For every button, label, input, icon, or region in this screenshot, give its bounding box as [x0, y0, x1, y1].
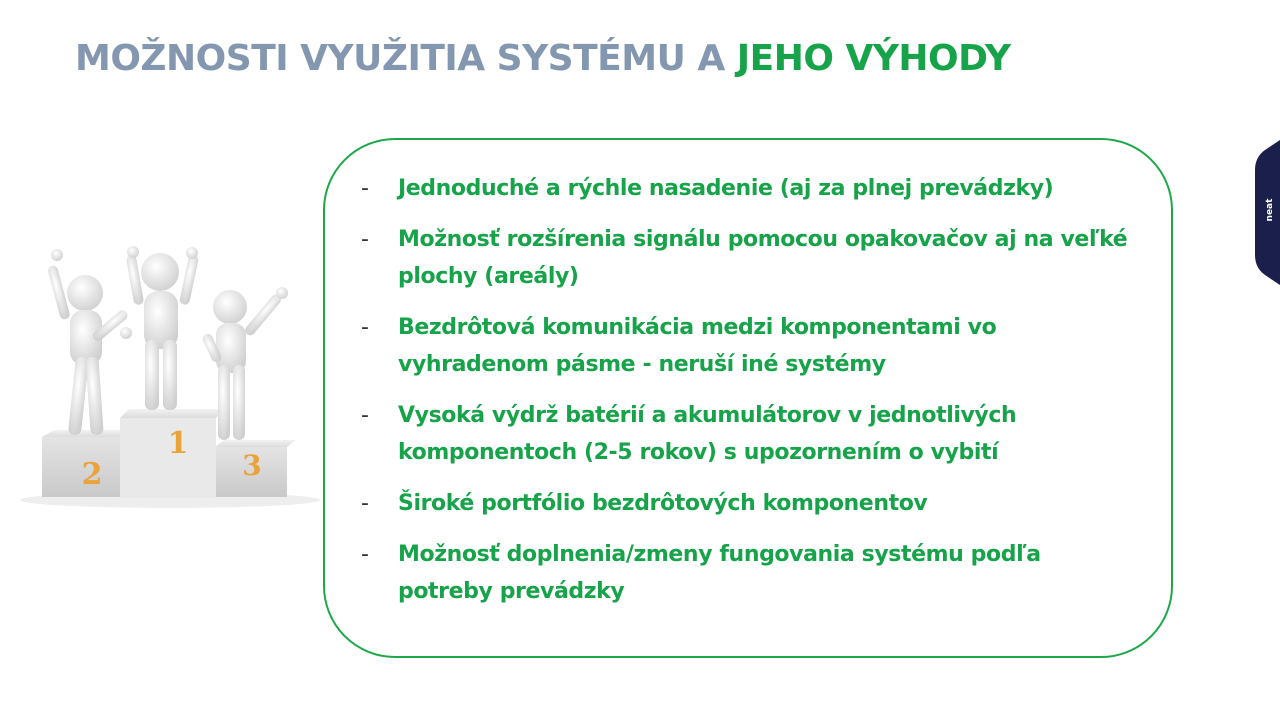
list-item [361, 221, 1141, 295]
bullet-dash: - [361, 403, 369, 428]
side-tab-label: neat [1265, 198, 1275, 222]
list-item-text: Bezdrôtová komunikácia medzi komponentami vo vyhradenom pásme - neruší iné systémy [398, 315, 997, 377]
slide-title [75, 37, 1011, 80]
podium-block-2-top [42, 430, 132, 437]
neat-side-tab [1255, 140, 1280, 285]
figure-second-place [47, 249, 132, 436]
bullet-dash: - [361, 176, 369, 201]
list-item [361, 170, 1141, 207]
bullet-dash: - [361, 491, 369, 516]
title-part-gray: MOŽNOSTI VYUŽITIA SYSTÉMU A [75, 38, 737, 79]
bullet-dash: - [361, 542, 369, 567]
list-item [361, 485, 1141, 522]
advantages-box [323, 138, 1173, 658]
list-item [361, 397, 1141, 471]
bullet-dash: - [361, 227, 369, 252]
list-item [361, 536, 1141, 610]
podium-illustration [20, 235, 320, 510]
figure-first-place [126, 246, 199, 410]
advantages-list [361, 170, 1141, 624]
list-item-text: Vysoká výdrž batérií a akumulátorov v jednotlivých komponentoch (2-5 rokov) s upozornením o vybití [398, 403, 1017, 465]
list-item [361, 309, 1141, 383]
list-item-text: Možnosť rozšírenia signálu pomocou opakovačov aj na veľké plochy (areály) [398, 227, 1128, 289]
podium-number-1: 1 [167, 426, 189, 461]
podium-number-2: 2 [81, 457, 103, 492]
title-part-green: JEHO VÝHODY [736, 38, 1011, 79]
list-item-text: Možnosť doplnenia/zmeny fungovania systému podľa potreby prevádzky [398, 542, 1041, 604]
list-item-text: Široké portfólio bezdrôtových komponentov [398, 491, 928, 516]
podium-block-1-top [120, 409, 225, 418]
podium-number-3: 3 [242, 449, 262, 482]
bullet-dash: - [361, 315, 369, 340]
list-item-text: Jednoduché a rýchle nasadenie (aj za plnej prevádzky) [398, 176, 1054, 201]
podium-block-3-top [215, 440, 296, 447]
